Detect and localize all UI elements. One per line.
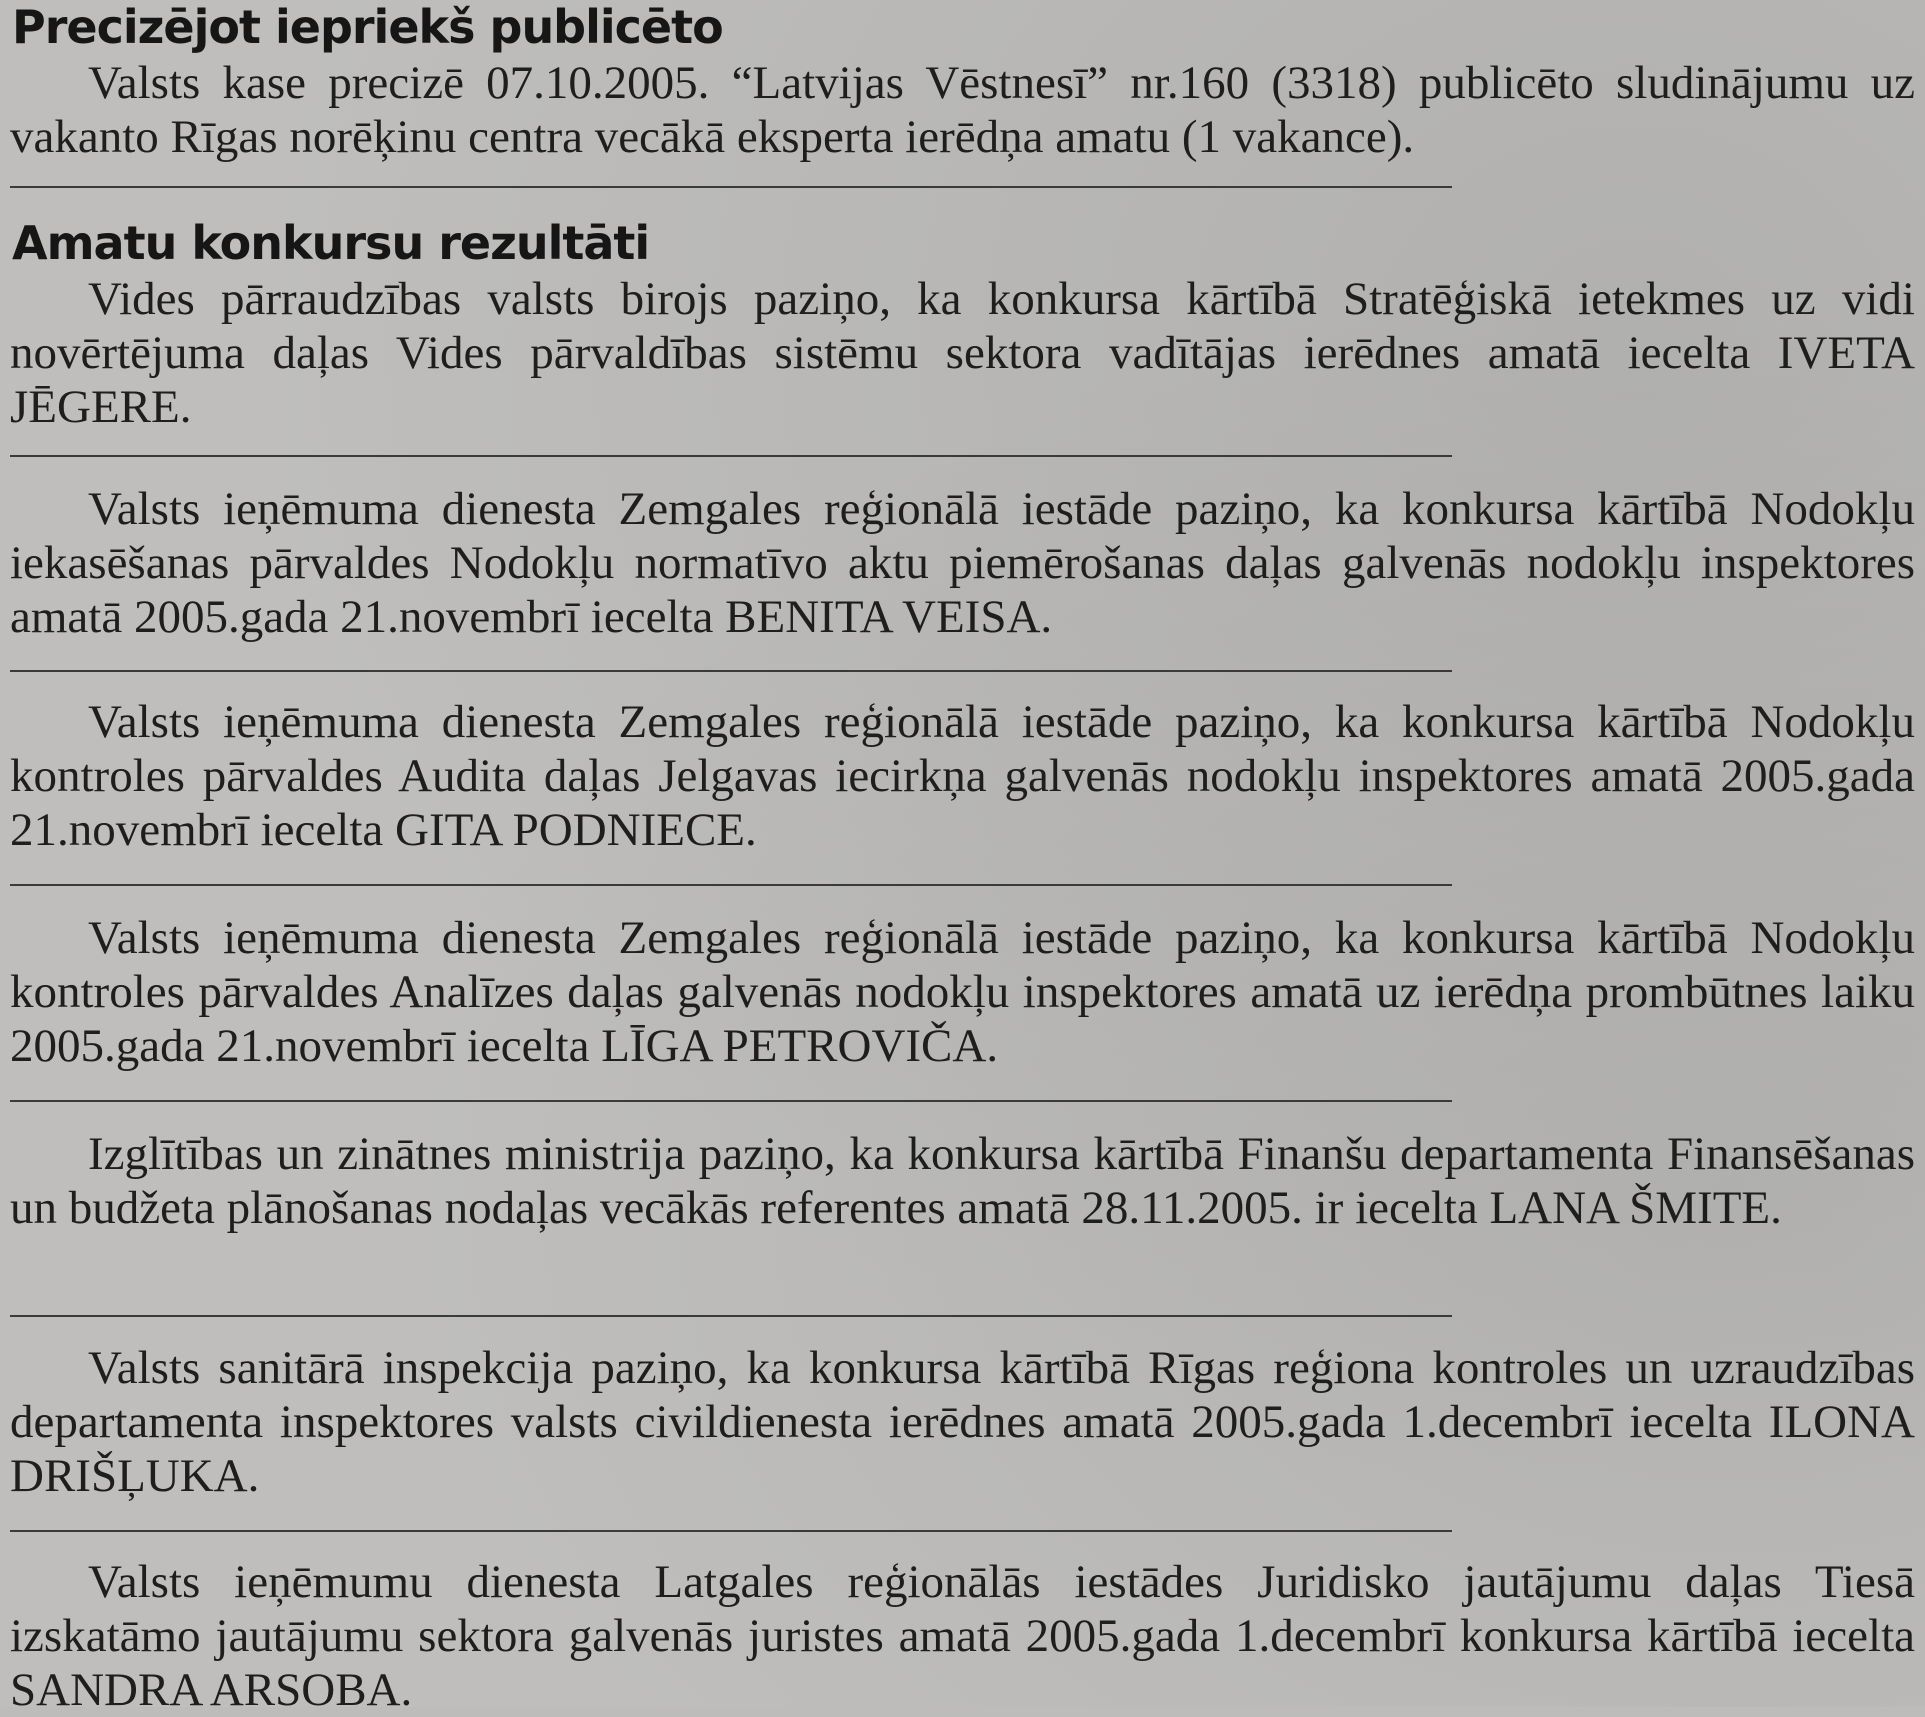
section-heading-competition-results: Amatu konkursu rezultāti <box>12 216 650 270</box>
notice-paragraph: Valsts ieņēmuma dienesta Zemgales reģionālā iestāde paziņo, ka konkursa kārtībā Nodokļu iekasēšanas pārvaldes Nodokļu normatīvo aktu piemērošanas daļas galvenās nodokļu inspektores amatā 2005.gada 21.novembrī iecelta BENITA VEISA. <box>10 483 1915 643</box>
notice-paragraph: Valsts ieņēmumu dienesta Latgales reģionālās iestādes Juridisko jautājumu daļas Tiesā izskatāmo jautājumu sektora galvenās juristes amatā 2005.gada 1.decembrī konkursa kārtībā iecelta SANDRA ARSOBA. <box>10 1556 1915 1716</box>
separator-rule <box>10 1100 1452 1102</box>
separator-rule <box>10 1315 1452 1317</box>
notice-paragraph: Valsts sanitārā inspekcija paziņo, ka konkursa kārtībā Rīgas reģiona kontroles un uzraudzības departamenta inspektores valsts civildienesta ierēdnes amatā 2005.gada 1.decembrī iecelta ILONA DRIŠĻUKA. <box>10 1342 1915 1502</box>
section-heading-clarification: Precizējot iepriekš publicēto <box>12 0 723 54</box>
notice-paragraph: Valsts kase precizē 07.10.2005. “Latvijas Vēstnesī” nr.160 (3318) publicēto sludinājumu uz vakanto Rīgas norēķinu centra vecākā eksperta ierēdņa amatu (1 vakance). <box>10 57 1915 163</box>
notice-paragraph: Valsts ieņēmuma dienesta Zemgales reģionālā iestāde paziņo, ka konkursa kārtībā Nodokļu kontroles pārvaldes Analīzes daļas galvenās nodokļu inspektores amatā uz ierēdņa prombūtnes laiku 2005.gada 21.novembrī iecelta LĪGA PETROVIČA. <box>10 912 1915 1072</box>
separator-rule <box>10 884 1452 886</box>
notice-paragraph: Vides pārraudzības valsts birojs paziņo, ka konkursa kārtībā Stratēģiskā ietekmes uz vidi novērtējuma daļas Vides pārvaldības sistēmu sektora vadītājas ierēdnes amatā iecelta IVETA JĒGERE. <box>10 273 1915 433</box>
separator-rule <box>10 1530 1452 1532</box>
separator-rule <box>10 455 1452 457</box>
notice-paragraph: Izglītības un zinātnes ministrija paziņo, ka konkursa kārtībā Finanšu departamenta Finansēšanas un budžeta plānošanas nodaļas vecākās referentes amatā 28.11.2005. ir iecelta LANA ŠMITE. <box>10 1128 1915 1234</box>
separator-rule <box>10 186 1452 188</box>
notice-paragraph: Valsts ieņēmuma dienesta Zemgales reģionālā iestāde paziņo, ka konkursa kārtībā Nodokļu kontroles pārvaldes Audita daļas Jelgavas iecirkņa galvenās nodokļu inspektores amatā 2005.gada 21.novembrī iecelta GITA PODNIECE. <box>10 696 1915 856</box>
separator-rule <box>10 670 1452 672</box>
